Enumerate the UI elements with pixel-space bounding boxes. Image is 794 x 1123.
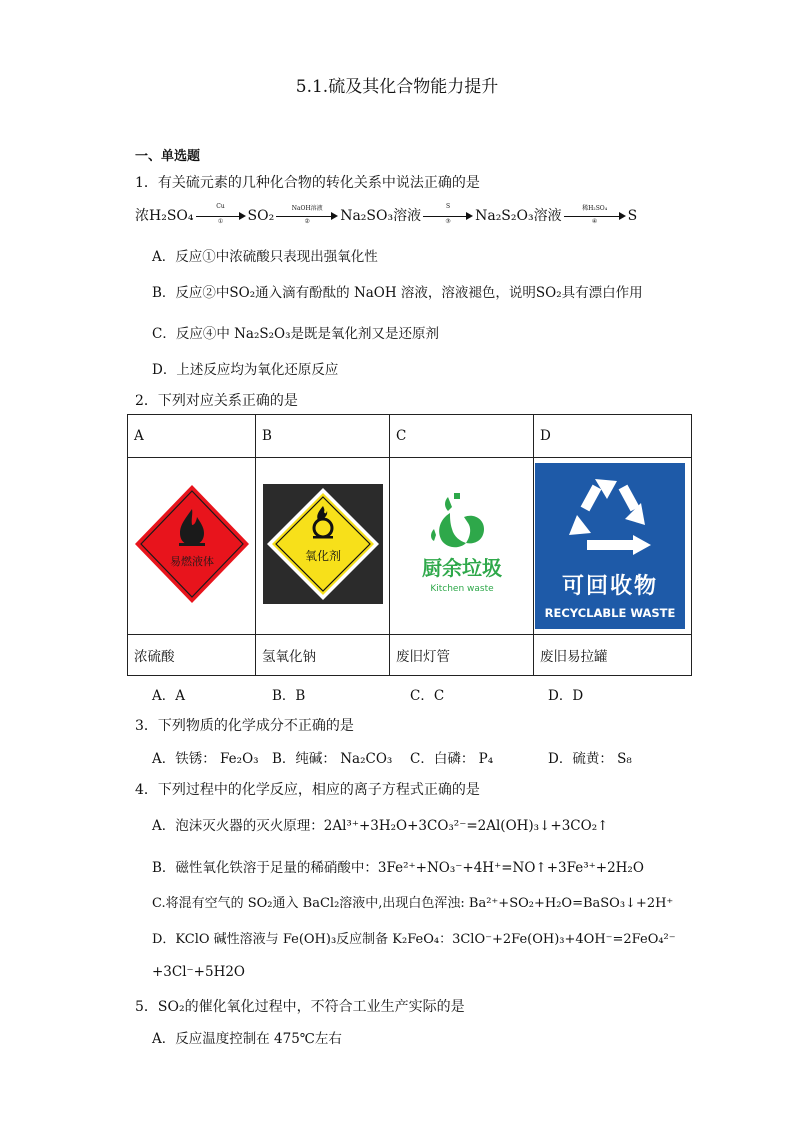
kitchen-waste-sign [390, 458, 534, 635]
q1-option-a: A．反应①中浓硫酸只表现出强氧化性 [152, 249, 378, 265]
reaction-arrow: S ③ [423, 209, 473, 223]
q3-option-d: D．硫黄： S₈ [548, 751, 632, 767]
q3-option-b: B．纯碱： Na₂CO₃ [272, 751, 393, 767]
chain-species: 浓H₂SO₄ [135, 208, 194, 224]
q2-option-d: D．D [548, 688, 584, 704]
q4-option-d-continued: +3Cl⁻+5H2O [152, 964, 246, 980]
q2-option-c: C．C [410, 688, 445, 704]
reaction-arrow: Cu ① [196, 209, 246, 223]
q4-option-d: D．KClO 碱性溶液与 Fe(OH)₃反应制备 K₂FeO₄：3ClO⁻+2Fe(OH)₃+4OH⁻=2FeO₄²⁻ [152, 932, 676, 947]
svg-text:Kitchen waste: Kitchen waste [429, 584, 494, 594]
page-title: 5.1.硫及其化合物能力提升 [295, 77, 499, 97]
column-header-a: A [128, 415, 256, 458]
oxidizer-sign [256, 458, 390, 635]
column-header-c: C [390, 415, 534, 458]
chain-species: Na₂S₂O₃溶液 [475, 208, 562, 224]
item-cell: 浓硫酸 [128, 635, 256, 676]
svg-text:氧化剂: 氧化剂 [304, 549, 341, 563]
chain-species: SO₂ [247, 208, 275, 224]
svg-text:可回收物: 可回收物 [561, 574, 659, 599]
q5-option-a: A．反应温度控制在 475℃左右 [152, 1031, 342, 1047]
question-4-stem: 4．下列过程中的化学反应，相应的离子方程式正确的是 [135, 782, 480, 798]
recyclable-waste-sign [534, 458, 692, 635]
q3-option-c: C．白磷： P₄ [410, 751, 494, 767]
item-cell: 氢氧化钠 [256, 635, 390, 676]
item-cell: 废旧易拉罐 [534, 635, 692, 676]
section-heading: 一、单选题 [135, 149, 201, 164]
q2-option-b: B．B [272, 688, 306, 704]
column-header-d: D [534, 415, 692, 458]
q1-option-d: D．上述反应均为氧化还原反应 [152, 362, 339, 378]
q4-option-b: B．磁性氧化铁溶于足量的稀硝酸中：3Fe²⁺+NO₃⁻+4H⁺=NO↑+3Fe³⁺+2H₂O [152, 860, 644, 876]
q4-option-a: A．泡沫灭火器的灭火原理：2Al³⁺+3H₂O+3CO₃²⁻=2Al(OH)₃↓+3CO₂↑ [152, 818, 609, 834]
flammable-liquid-sign [128, 458, 256, 635]
chain-species: S [627, 208, 638, 224]
reaction-arrow: NaOH溶液 ② [276, 209, 338, 223]
svg-text:RECYCLABLE WASTE: RECYCLABLE WASTE [544, 606, 676, 620]
svg-text:易燃液体: 易燃液体 [169, 555, 214, 568]
q1-option-c: C．反应④中 Na₂S₂O₃是既是氧化剂又是还原剂 [152, 326, 440, 342]
question-3-stem: 3．下列物质的化学成分不正确的是 [135, 718, 354, 734]
chain-species: Na₂SO₃溶液 [340, 208, 422, 224]
q3-option-a: A．铁锈： Fe₂O₃ [152, 751, 259, 767]
hazard-sign-table [127, 414, 692, 676]
column-header-b: B [256, 415, 390, 458]
item-cell: 废旧灯管 [390, 635, 534, 676]
q4-option-c: C.将混有空气的 SO₂通入 BaCl₂溶液中,出现白色浑浊: Ba²⁺+SO₂+H₂O=BaSO₃↓+2H⁺ [152, 896, 674, 911]
question-1-stem: 1．有关硫元素的几种化合物的转化关系中说法正确的是 [135, 175, 480, 191]
svg-text:厨余垃圾: 厨余垃圾 [421, 556, 502, 580]
q2-option-a: A．A [152, 688, 185, 704]
question-2-stem: 2．下列对应关系正确的是 [135, 393, 298, 409]
fishbone-leaf-icon [431, 493, 484, 547]
reaction-arrow: 稀H₂SO₄ ④ [564, 209, 626, 223]
question-5-stem: 5．SO₂的催化氧化过程中，不符合工业生产实际的是 [135, 999, 465, 1015]
reaction-chain [135, 205, 637, 225]
q1-option-b: B．反应②中SO₂通入滴有酚酞的 NaOH 溶液，溶液褪色，说明SO₂具有漂白作用 [152, 285, 643, 301]
